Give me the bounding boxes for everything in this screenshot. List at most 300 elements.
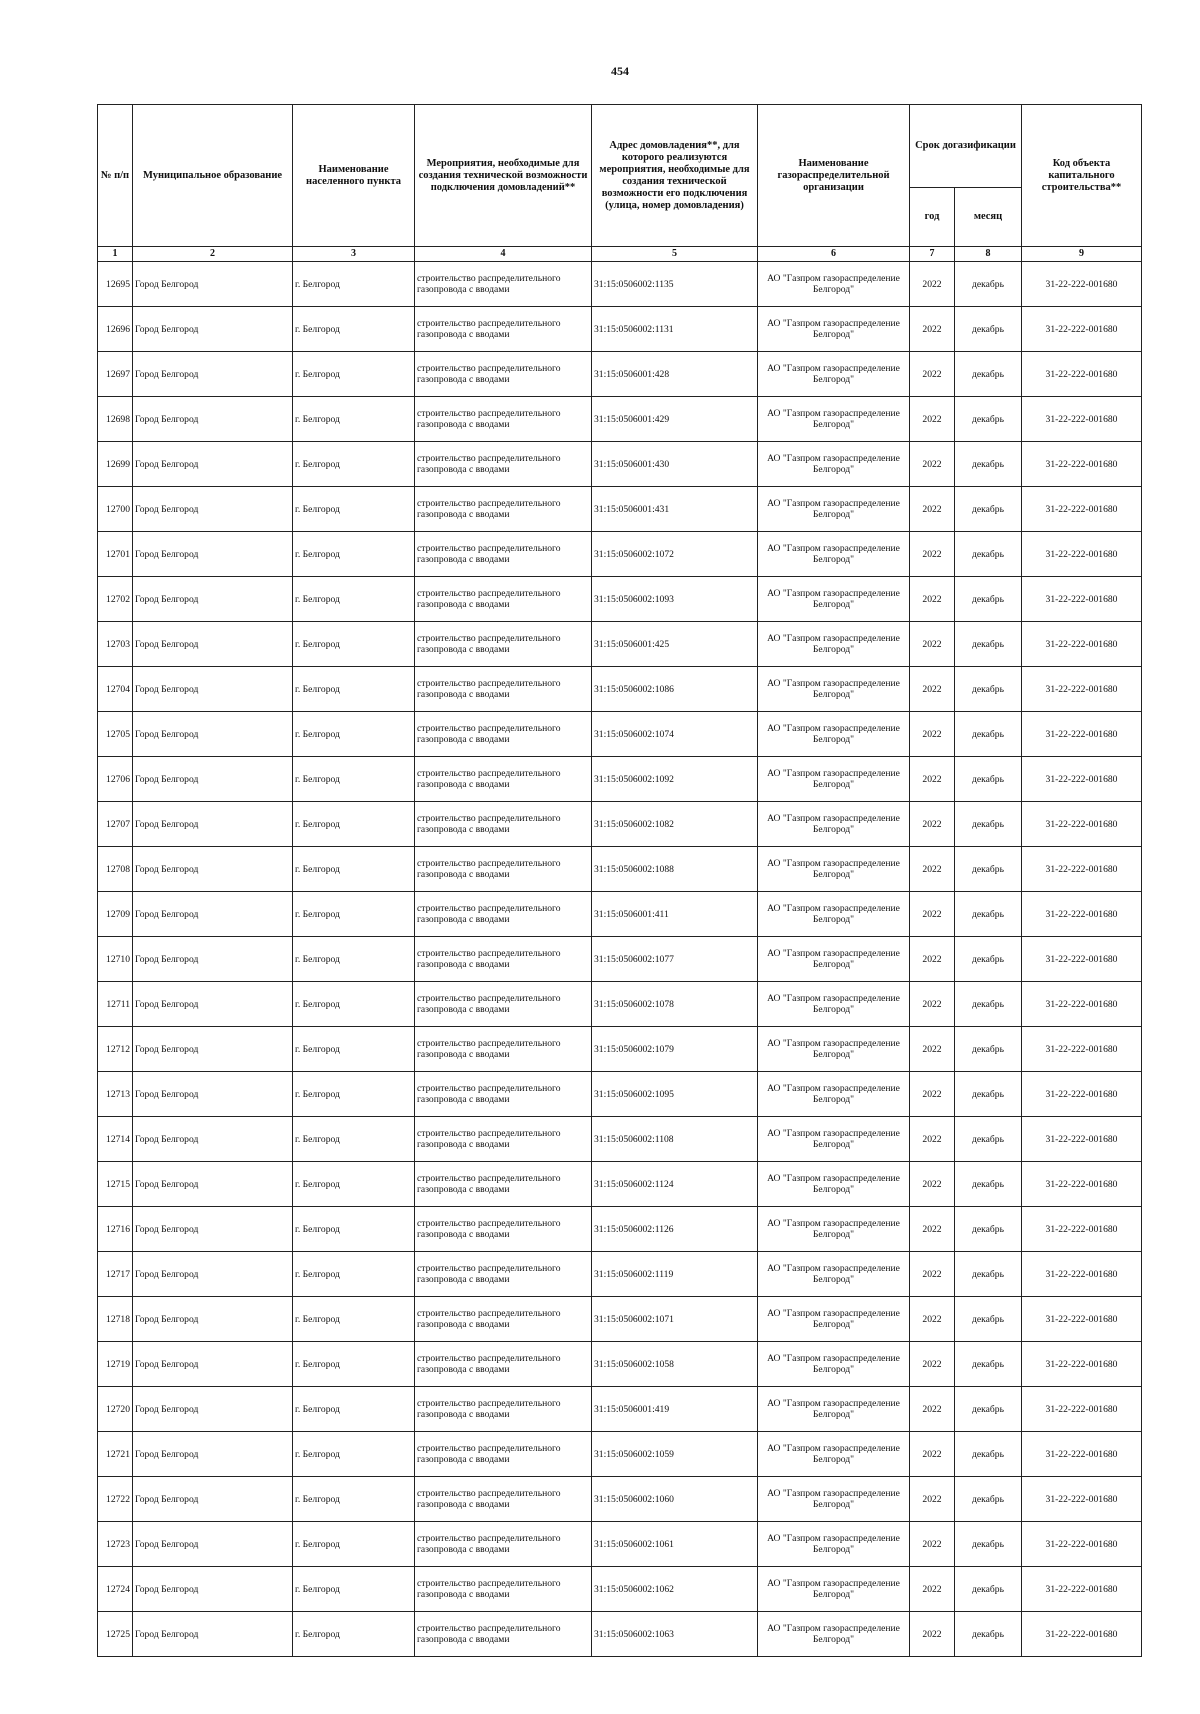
table-row bbox=[98, 1477, 1142, 1522]
year-cell: 2022 bbox=[910, 1162, 955, 1207]
organization-cell: АО "Газпром газораспределение Белгород" bbox=[758, 577, 910, 622]
municipality-cell: Город Белгород bbox=[133, 892, 293, 937]
table-row bbox=[98, 577, 1142, 622]
organization-cell: АО "Газпром газораспределение Белгород" bbox=[758, 937, 910, 982]
row-number: 12709 bbox=[98, 892, 133, 937]
page-number: 454 bbox=[611, 64, 629, 78]
activity-cell: строительство распределительного газопровода с вводами bbox=[415, 802, 592, 847]
object-code-cell: 31-22-222-001680 bbox=[1022, 262, 1142, 307]
address-cell: 31:15:0506001:419 bbox=[592, 1387, 758, 1432]
year-cell: 2022 bbox=[910, 1072, 955, 1117]
organization-cell: АО "Газпром газораспределение Белгород" bbox=[758, 397, 910, 442]
object-code-cell: 31-22-222-001680 bbox=[1022, 1387, 1142, 1432]
row-number: 12695 bbox=[98, 262, 133, 307]
organization-cell: АО "Газпром газораспределение Белгород" bbox=[758, 712, 910, 757]
municipality-cell: Город Белгород bbox=[133, 622, 293, 667]
year-cell: 2022 bbox=[910, 1387, 955, 1432]
address-cell: 31:15:0506001:428 bbox=[592, 352, 758, 397]
row-number: 12698 bbox=[98, 397, 133, 442]
address-cell: 31:15:0506002:1095 bbox=[592, 1072, 758, 1117]
municipality-cell: Город Белгород bbox=[133, 1072, 293, 1117]
municipality-cell: Город Белгород bbox=[133, 982, 293, 1027]
month-cell: декабрь bbox=[955, 1567, 1022, 1612]
address-cell: 31:15:0506001:429 bbox=[592, 397, 758, 442]
object-code-cell: 31-22-222-001680 bbox=[1022, 1117, 1142, 1162]
month-cell: декабрь bbox=[955, 532, 1022, 577]
month-cell: декабрь bbox=[955, 1612, 1022, 1657]
table-row bbox=[98, 1522, 1142, 1567]
year-cell: 2022 bbox=[910, 1612, 955, 1657]
gasification-table bbox=[97, 104, 1142, 1657]
object-code-cell: 31-22-222-001680 bbox=[1022, 1297, 1142, 1342]
municipality-cell: Город Белгород bbox=[133, 442, 293, 487]
object-code-cell: 31-22-222-001680 bbox=[1022, 757, 1142, 802]
settlement-cell: г. Белгород bbox=[293, 1207, 415, 1252]
activity-cell: строительство распределительного газопровода с вводами bbox=[415, 1027, 592, 1072]
header-month: месяц bbox=[955, 188, 1022, 247]
object-code-cell: 31-22-222-001680 bbox=[1022, 1522, 1142, 1567]
organization-cell: АО "Газпром газораспределение Белгород" bbox=[758, 352, 910, 397]
settlement-cell: г. Белгород bbox=[293, 847, 415, 892]
year-cell: 2022 bbox=[910, 712, 955, 757]
row-number: 12701 bbox=[98, 532, 133, 577]
organization-cell: АО "Газпром газораспределение Белгород" bbox=[758, 1207, 910, 1252]
object-code-cell: 31-22-222-001680 bbox=[1022, 1072, 1142, 1117]
object-code-cell: 31-22-222-001680 bbox=[1022, 982, 1142, 1027]
year-cell: 2022 bbox=[910, 1522, 955, 1567]
municipality-cell: Город Белгород bbox=[133, 532, 293, 577]
object-code-cell: 31-22-222-001680 bbox=[1022, 442, 1142, 487]
address-cell: 31:15:0506002:1062 bbox=[592, 1567, 758, 1612]
municipality-cell: Город Белгород bbox=[133, 262, 293, 307]
month-cell: декабрь bbox=[955, 802, 1022, 847]
header-row bbox=[98, 105, 1142, 188]
settlement-cell: г. Белгород bbox=[293, 1477, 415, 1522]
organization-cell: АО "Газпром газораспределение Белгород" bbox=[758, 487, 910, 532]
month-cell: декабрь bbox=[955, 442, 1022, 487]
object-code-cell: 31-22-222-001680 bbox=[1022, 1162, 1142, 1207]
month-cell: декабрь bbox=[955, 1252, 1022, 1297]
row-number: 12716 bbox=[98, 1207, 133, 1252]
month-cell: декабрь bbox=[955, 1477, 1022, 1522]
organization-cell: АО "Газпром газораспределение Белгород" bbox=[758, 1432, 910, 1477]
row-number: 12707 bbox=[98, 802, 133, 847]
address-cell: 31:15:0506002:1092 bbox=[592, 757, 758, 802]
municipality-cell: Город Белгород bbox=[133, 937, 293, 982]
row-number: 12723 bbox=[98, 1522, 133, 1567]
row-number: 12714 bbox=[98, 1117, 133, 1162]
organization-cell: АО "Газпром газораспределение Белгород" bbox=[758, 1072, 910, 1117]
organization-cell: АО "Газпром газораспределение Белгород" bbox=[758, 442, 910, 487]
object-code-cell: 31-22-222-001680 bbox=[1022, 307, 1142, 352]
organization-cell: АО "Газпром газораспределение Белгород" bbox=[758, 1567, 910, 1612]
year-cell: 2022 bbox=[910, 532, 955, 577]
table-row bbox=[98, 802, 1142, 847]
settlement-cell: г. Белгород bbox=[293, 397, 415, 442]
address-cell: 31:15:0506002:1124 bbox=[592, 1162, 758, 1207]
address-cell: 31:15:0506001:430 bbox=[592, 442, 758, 487]
year-cell: 2022 bbox=[910, 1117, 955, 1162]
header-object-code: Код объекта капитального строительства** bbox=[1022, 105, 1142, 247]
column-number: 4 bbox=[415, 247, 592, 262]
table-row bbox=[98, 1207, 1142, 1252]
table-row bbox=[98, 1162, 1142, 1207]
column-number: 9 bbox=[1022, 247, 1142, 262]
row-number: 12724 bbox=[98, 1567, 133, 1612]
table-row bbox=[98, 1072, 1142, 1117]
address-cell: 31:15:0506002:1119 bbox=[592, 1252, 758, 1297]
header-address: Адрес домовладения**, для которого реализуются мероприятия, необходимые для создания технической возможности его подключения (улица, номер домовладения) bbox=[592, 105, 758, 247]
municipality-cell: Город Белгород bbox=[133, 1477, 293, 1522]
year-cell: 2022 bbox=[910, 1297, 955, 1342]
address-cell: 31:15:0506002:1071 bbox=[592, 1297, 758, 1342]
activity-cell: строительство распределительного газопровода с вводами bbox=[415, 937, 592, 982]
organization-cell: АО "Газпром газораспределение Белгород" bbox=[758, 892, 910, 937]
year-cell: 2022 bbox=[910, 937, 955, 982]
municipality-cell: Город Белгород bbox=[133, 352, 293, 397]
activity-cell: строительство распределительного газопровода с вводами bbox=[415, 712, 592, 757]
object-code-cell: 31-22-222-001680 bbox=[1022, 802, 1142, 847]
address-cell: 31:15:0506002:1135 bbox=[592, 262, 758, 307]
activity-cell: строительство распределительного газопровода с вводами bbox=[415, 577, 592, 622]
settlement-cell: г. Белгород bbox=[293, 667, 415, 712]
table-row bbox=[98, 1387, 1142, 1432]
address-cell: 31:15:0506002:1059 bbox=[592, 1432, 758, 1477]
organization-cell: АО "Газпром газораспределение Белгород" bbox=[758, 1297, 910, 1342]
month-cell: декабрь bbox=[955, 397, 1022, 442]
activity-cell: строительство распределительного газопровода с вводами bbox=[415, 307, 592, 352]
table-row bbox=[98, 712, 1142, 757]
activity-cell: строительство распределительного газопровода с вводами bbox=[415, 1162, 592, 1207]
address-cell: 31:15:0506002:1093 bbox=[592, 577, 758, 622]
activity-cell: строительство распределительного газопровода с вводами bbox=[415, 847, 592, 892]
activity-cell: строительство распределительного газопровода с вводами bbox=[415, 892, 592, 937]
month-cell: декабрь bbox=[955, 352, 1022, 397]
activity-cell: строительство распределительного газопровода с вводами bbox=[415, 1072, 592, 1117]
year-cell: 2022 bbox=[910, 1207, 955, 1252]
municipality-cell: Город Белгород bbox=[133, 1522, 293, 1567]
year-cell: 2022 bbox=[910, 442, 955, 487]
table-row bbox=[98, 487, 1142, 532]
month-cell: декабрь bbox=[955, 1297, 1022, 1342]
municipality-cell: Город Белгород bbox=[133, 1117, 293, 1162]
month-cell: декабрь bbox=[955, 1387, 1022, 1432]
row-number: 12702 bbox=[98, 577, 133, 622]
table-row bbox=[98, 352, 1142, 397]
settlement-cell: г. Белгород bbox=[293, 1297, 415, 1342]
organization-cell: АО "Газпром газораспределение Белгород" bbox=[758, 1342, 910, 1387]
organization-cell: АО "Газпром газораспределение Белгород" bbox=[758, 532, 910, 577]
month-cell: декабрь bbox=[955, 1207, 1022, 1252]
table-row bbox=[98, 667, 1142, 712]
month-cell: декабрь bbox=[955, 1027, 1022, 1072]
row-number: 12713 bbox=[98, 1072, 133, 1117]
header-term: Срок догазификации bbox=[910, 105, 1022, 188]
row-number: 12718 bbox=[98, 1297, 133, 1342]
activity-cell: строительство распределительного газопровода с вводами bbox=[415, 532, 592, 577]
settlement-cell: г. Белгород bbox=[293, 532, 415, 577]
address-cell: 31:15:0506002:1126 bbox=[592, 1207, 758, 1252]
object-code-cell: 31-22-222-001680 bbox=[1022, 1027, 1142, 1072]
address-cell: 31:15:0506002:1079 bbox=[592, 1027, 758, 1072]
settlement-cell: г. Белгород bbox=[293, 487, 415, 532]
year-cell: 2022 bbox=[910, 397, 955, 442]
activity-cell: строительство распределительного газопровода с вводами bbox=[415, 1567, 592, 1612]
settlement-cell: г. Белгород bbox=[293, 262, 415, 307]
municipality-cell: Город Белгород bbox=[133, 1162, 293, 1207]
activity-cell: строительство распределительного газопровода с вводами bbox=[415, 1432, 592, 1477]
header-activities: Мероприятия, необходимые для создания технической возможности подключения домовладений** bbox=[415, 105, 592, 247]
municipality-cell: Город Белгород bbox=[133, 802, 293, 847]
address-cell: 31:15:0506002:1082 bbox=[592, 802, 758, 847]
object-code-cell: 31-22-222-001680 bbox=[1022, 1432, 1142, 1477]
row-number: 12715 bbox=[98, 1162, 133, 1207]
activity-cell: строительство распределительного газопровода с вводами bbox=[415, 262, 592, 307]
table-row bbox=[98, 442, 1142, 487]
organization-cell: АО "Газпром газораспределение Белгород" bbox=[758, 847, 910, 892]
activity-cell: строительство распределительного газопровода с вводами bbox=[415, 982, 592, 1027]
header-num: № п/п bbox=[98, 105, 133, 247]
object-code-cell: 31-22-222-001680 bbox=[1022, 847, 1142, 892]
column-number: 8 bbox=[955, 247, 1022, 262]
row-number: 12708 bbox=[98, 847, 133, 892]
organization-cell: АО "Газпром газораспределение Белгород" bbox=[758, 262, 910, 307]
municipality-cell: Город Белгород bbox=[133, 307, 293, 352]
header-year: год bbox=[910, 188, 955, 247]
municipality-cell: Город Белгород bbox=[133, 487, 293, 532]
municipality-cell: Город Белгород bbox=[133, 1567, 293, 1612]
address-cell: 31:15:0506002:1077 bbox=[592, 937, 758, 982]
settlement-cell: г. Белгород bbox=[293, 1162, 415, 1207]
table-row bbox=[98, 1342, 1142, 1387]
address-cell: 31:15:0506002:1060 bbox=[592, 1477, 758, 1522]
object-code-cell: 31-22-222-001680 bbox=[1022, 1567, 1142, 1612]
year-cell: 2022 bbox=[910, 982, 955, 1027]
municipality-cell: Город Белгород bbox=[133, 1387, 293, 1432]
organization-cell: АО "Газпром газораспределение Белгород" bbox=[758, 1477, 910, 1522]
table-row bbox=[98, 622, 1142, 667]
municipality-cell: Город Белгород bbox=[133, 1342, 293, 1387]
settlement-cell: г. Белгород bbox=[293, 1342, 415, 1387]
settlement-cell: г. Белгород bbox=[293, 442, 415, 487]
address-cell: 31:15:0506002:1061 bbox=[592, 1522, 758, 1567]
row-number: 12696 bbox=[98, 307, 133, 352]
address-cell: 31:15:0506002:1072 bbox=[592, 532, 758, 577]
settlement-cell: г. Белгород bbox=[293, 577, 415, 622]
year-cell: 2022 bbox=[910, 1342, 955, 1387]
header-settlement: Наименование населенного пункта bbox=[293, 105, 415, 247]
address-cell: 31:15:0506002:1074 bbox=[592, 712, 758, 757]
activity-cell: строительство распределительного газопровода с вводами bbox=[415, 487, 592, 532]
activity-cell: строительство распределительного газопровода с вводами bbox=[415, 1117, 592, 1162]
row-number: 12722 bbox=[98, 1477, 133, 1522]
activity-cell: строительство распределительного газопровода с вводами bbox=[415, 1387, 592, 1432]
month-cell: декабрь bbox=[955, 1162, 1022, 1207]
municipality-cell: Город Белгород bbox=[133, 667, 293, 712]
address-cell: 31:15:0506002:1131 bbox=[592, 307, 758, 352]
column-number: 3 bbox=[293, 247, 415, 262]
municipality-cell: Город Белгород bbox=[133, 1207, 293, 1252]
organization-cell: АО "Газпром газораспределение Белгород" bbox=[758, 802, 910, 847]
organization-cell: АО "Газпром газораспределение Белгород" bbox=[758, 1027, 910, 1072]
organization-cell: АО "Газпром газораспределение Белгород" bbox=[758, 622, 910, 667]
row-number: 12706 bbox=[98, 757, 133, 802]
month-cell: декабрь bbox=[955, 757, 1022, 802]
month-cell: декабрь bbox=[955, 892, 1022, 937]
month-cell: декабрь bbox=[955, 667, 1022, 712]
year-cell: 2022 bbox=[910, 1252, 955, 1297]
column-number-row bbox=[98, 247, 1142, 262]
month-cell: декабрь bbox=[955, 262, 1022, 307]
table-row bbox=[98, 1297, 1142, 1342]
year-cell: 2022 bbox=[910, 667, 955, 712]
municipality-cell: Город Белгород bbox=[133, 1027, 293, 1072]
year-cell: 2022 bbox=[910, 757, 955, 802]
table-row bbox=[98, 847, 1142, 892]
month-cell: декабрь bbox=[955, 1432, 1022, 1477]
table-row bbox=[98, 982, 1142, 1027]
month-cell: декабрь bbox=[955, 982, 1022, 1027]
table-row bbox=[98, 262, 1142, 307]
year-cell: 2022 bbox=[910, 262, 955, 307]
organization-cell: АО "Газпром газораспределение Белгород" bbox=[758, 1252, 910, 1297]
year-cell: 2022 bbox=[910, 892, 955, 937]
row-number: 12711 bbox=[98, 982, 133, 1027]
organization-cell: АО "Газпром газораспределение Белгород" bbox=[758, 1612, 910, 1657]
row-number: 12699 bbox=[98, 442, 133, 487]
table-row bbox=[98, 892, 1142, 937]
column-number: 6 bbox=[758, 247, 910, 262]
table-row bbox=[98, 1432, 1142, 1477]
month-cell: декабрь bbox=[955, 1342, 1022, 1387]
table-body bbox=[98, 247, 1142, 1657]
table-row bbox=[98, 397, 1142, 442]
header-organization: Наименование газораспределительной организации bbox=[758, 105, 910, 247]
year-cell: 2022 bbox=[910, 577, 955, 622]
municipality-cell: Город Белгород bbox=[133, 847, 293, 892]
year-cell: 2022 bbox=[910, 1027, 955, 1072]
column-number: 1 bbox=[98, 247, 133, 262]
row-number: 12725 bbox=[98, 1612, 133, 1657]
settlement-cell: г. Белгород bbox=[293, 622, 415, 667]
municipality-cell: Город Белгород bbox=[133, 1297, 293, 1342]
table-row bbox=[98, 1117, 1142, 1162]
row-number: 12720 bbox=[98, 1387, 133, 1432]
activity-cell: строительство распределительного газопровода с вводами bbox=[415, 1342, 592, 1387]
activity-cell: строительство распределительного газопровода с вводами bbox=[415, 1522, 592, 1567]
object-code-cell: 31-22-222-001680 bbox=[1022, 892, 1142, 937]
address-cell: 31:15:0506002:1063 bbox=[592, 1612, 758, 1657]
settlement-cell: г. Белгород bbox=[293, 1522, 415, 1567]
settlement-cell: г. Белгород bbox=[293, 892, 415, 937]
activity-cell: строительство распределительного газопровода с вводами bbox=[415, 667, 592, 712]
month-cell: декабрь bbox=[955, 622, 1022, 667]
object-code-cell: 31-22-222-001680 bbox=[1022, 352, 1142, 397]
month-cell: декабрь bbox=[955, 847, 1022, 892]
object-code-cell: 31-22-222-001680 bbox=[1022, 1252, 1142, 1297]
object-code-cell: 31-22-222-001680 bbox=[1022, 1342, 1142, 1387]
address-cell: 31:15:0506001:431 bbox=[592, 487, 758, 532]
table-row bbox=[98, 937, 1142, 982]
settlement-cell: г. Белгород bbox=[293, 802, 415, 847]
object-code-cell: 31-22-222-001680 bbox=[1022, 712, 1142, 757]
settlement-cell: г. Белгород bbox=[293, 1612, 415, 1657]
table-row bbox=[98, 1027, 1142, 1072]
address-cell: 31:15:0506002:1088 bbox=[592, 847, 758, 892]
table-row bbox=[98, 1252, 1142, 1297]
row-number: 12703 bbox=[98, 622, 133, 667]
address-cell: 31:15:0506001:425 bbox=[592, 622, 758, 667]
address-cell: 31:15:0506001:411 bbox=[592, 892, 758, 937]
organization-cell: АО "Газпром газораспределение Белгород" bbox=[758, 757, 910, 802]
organization-cell: АО "Газпром газораспределение Белгород" bbox=[758, 307, 910, 352]
municipality-cell: Город Белгород bbox=[133, 1252, 293, 1297]
row-number: 12710 bbox=[98, 937, 133, 982]
header-municipality: Муниципальное образование bbox=[133, 105, 293, 247]
organization-cell: АО "Газпром газораспределение Белгород" bbox=[758, 1522, 910, 1567]
year-cell: 2022 bbox=[910, 622, 955, 667]
activity-cell: строительство распределительного газопровода с вводами bbox=[415, 1207, 592, 1252]
year-cell: 2022 bbox=[910, 487, 955, 532]
month-cell: декабрь bbox=[955, 1072, 1022, 1117]
settlement-cell: г. Белгород bbox=[293, 352, 415, 397]
activity-cell: строительство распределительного газопровода с вводами bbox=[415, 1252, 592, 1297]
table-row bbox=[98, 532, 1142, 577]
row-number: 12705 bbox=[98, 712, 133, 757]
settlement-cell: г. Белгород bbox=[293, 1117, 415, 1162]
object-code-cell: 31-22-222-001680 bbox=[1022, 532, 1142, 577]
row-number: 12721 bbox=[98, 1432, 133, 1477]
year-cell: 2022 bbox=[910, 847, 955, 892]
year-cell: 2022 bbox=[910, 307, 955, 352]
activity-cell: строительство распределительного газопровода с вводами bbox=[415, 1612, 592, 1657]
object-code-cell: 31-22-222-001680 bbox=[1022, 622, 1142, 667]
settlement-cell: г. Белгород bbox=[293, 757, 415, 802]
row-number: 12704 bbox=[98, 667, 133, 712]
month-cell: декабрь bbox=[955, 307, 1022, 352]
municipality-cell: Город Белгород bbox=[133, 577, 293, 622]
activity-cell: строительство распределительного газопровода с вводами bbox=[415, 397, 592, 442]
month-cell: декабрь bbox=[955, 1522, 1022, 1567]
object-code-cell: 31-22-222-001680 bbox=[1022, 937, 1142, 982]
address-cell: 31:15:0506002:1078 bbox=[592, 982, 758, 1027]
object-code-cell: 31-22-222-001680 bbox=[1022, 487, 1142, 532]
object-code-cell: 31-22-222-001680 bbox=[1022, 667, 1142, 712]
column-number: 7 bbox=[910, 247, 955, 262]
object-code-cell: 31-22-222-001680 bbox=[1022, 1477, 1142, 1522]
year-cell: 2022 bbox=[910, 352, 955, 397]
organization-cell: АО "Газпром газораспределение Белгород" bbox=[758, 1117, 910, 1162]
row-number: 12697 bbox=[98, 352, 133, 397]
settlement-cell: г. Белгород bbox=[293, 1027, 415, 1072]
row-number: 12719 bbox=[98, 1342, 133, 1387]
object-code-cell: 31-22-222-001680 bbox=[1022, 397, 1142, 442]
activity-cell: строительство распределительного газопровода с вводами bbox=[415, 352, 592, 397]
row-number: 12712 bbox=[98, 1027, 133, 1072]
activity-cell: строительство распределительного газопровода с вводами bbox=[415, 1297, 592, 1342]
month-cell: декабрь bbox=[955, 1117, 1022, 1162]
month-cell: декабрь bbox=[955, 937, 1022, 982]
organization-cell: АО "Газпром газораспределение Белгород" bbox=[758, 982, 910, 1027]
table-row bbox=[98, 1612, 1142, 1657]
table-row bbox=[98, 307, 1142, 352]
activity-cell: строительство распределительного газопровода с вводами bbox=[415, 622, 592, 667]
object-code-cell: 31-22-222-001680 bbox=[1022, 1207, 1142, 1252]
table-row bbox=[98, 1567, 1142, 1612]
organization-cell: АО "Газпром газораспределение Белгород" bbox=[758, 1387, 910, 1432]
settlement-cell: г. Белгород bbox=[293, 1567, 415, 1612]
activity-cell: строительство распределительного газопровода с вводами bbox=[415, 757, 592, 802]
